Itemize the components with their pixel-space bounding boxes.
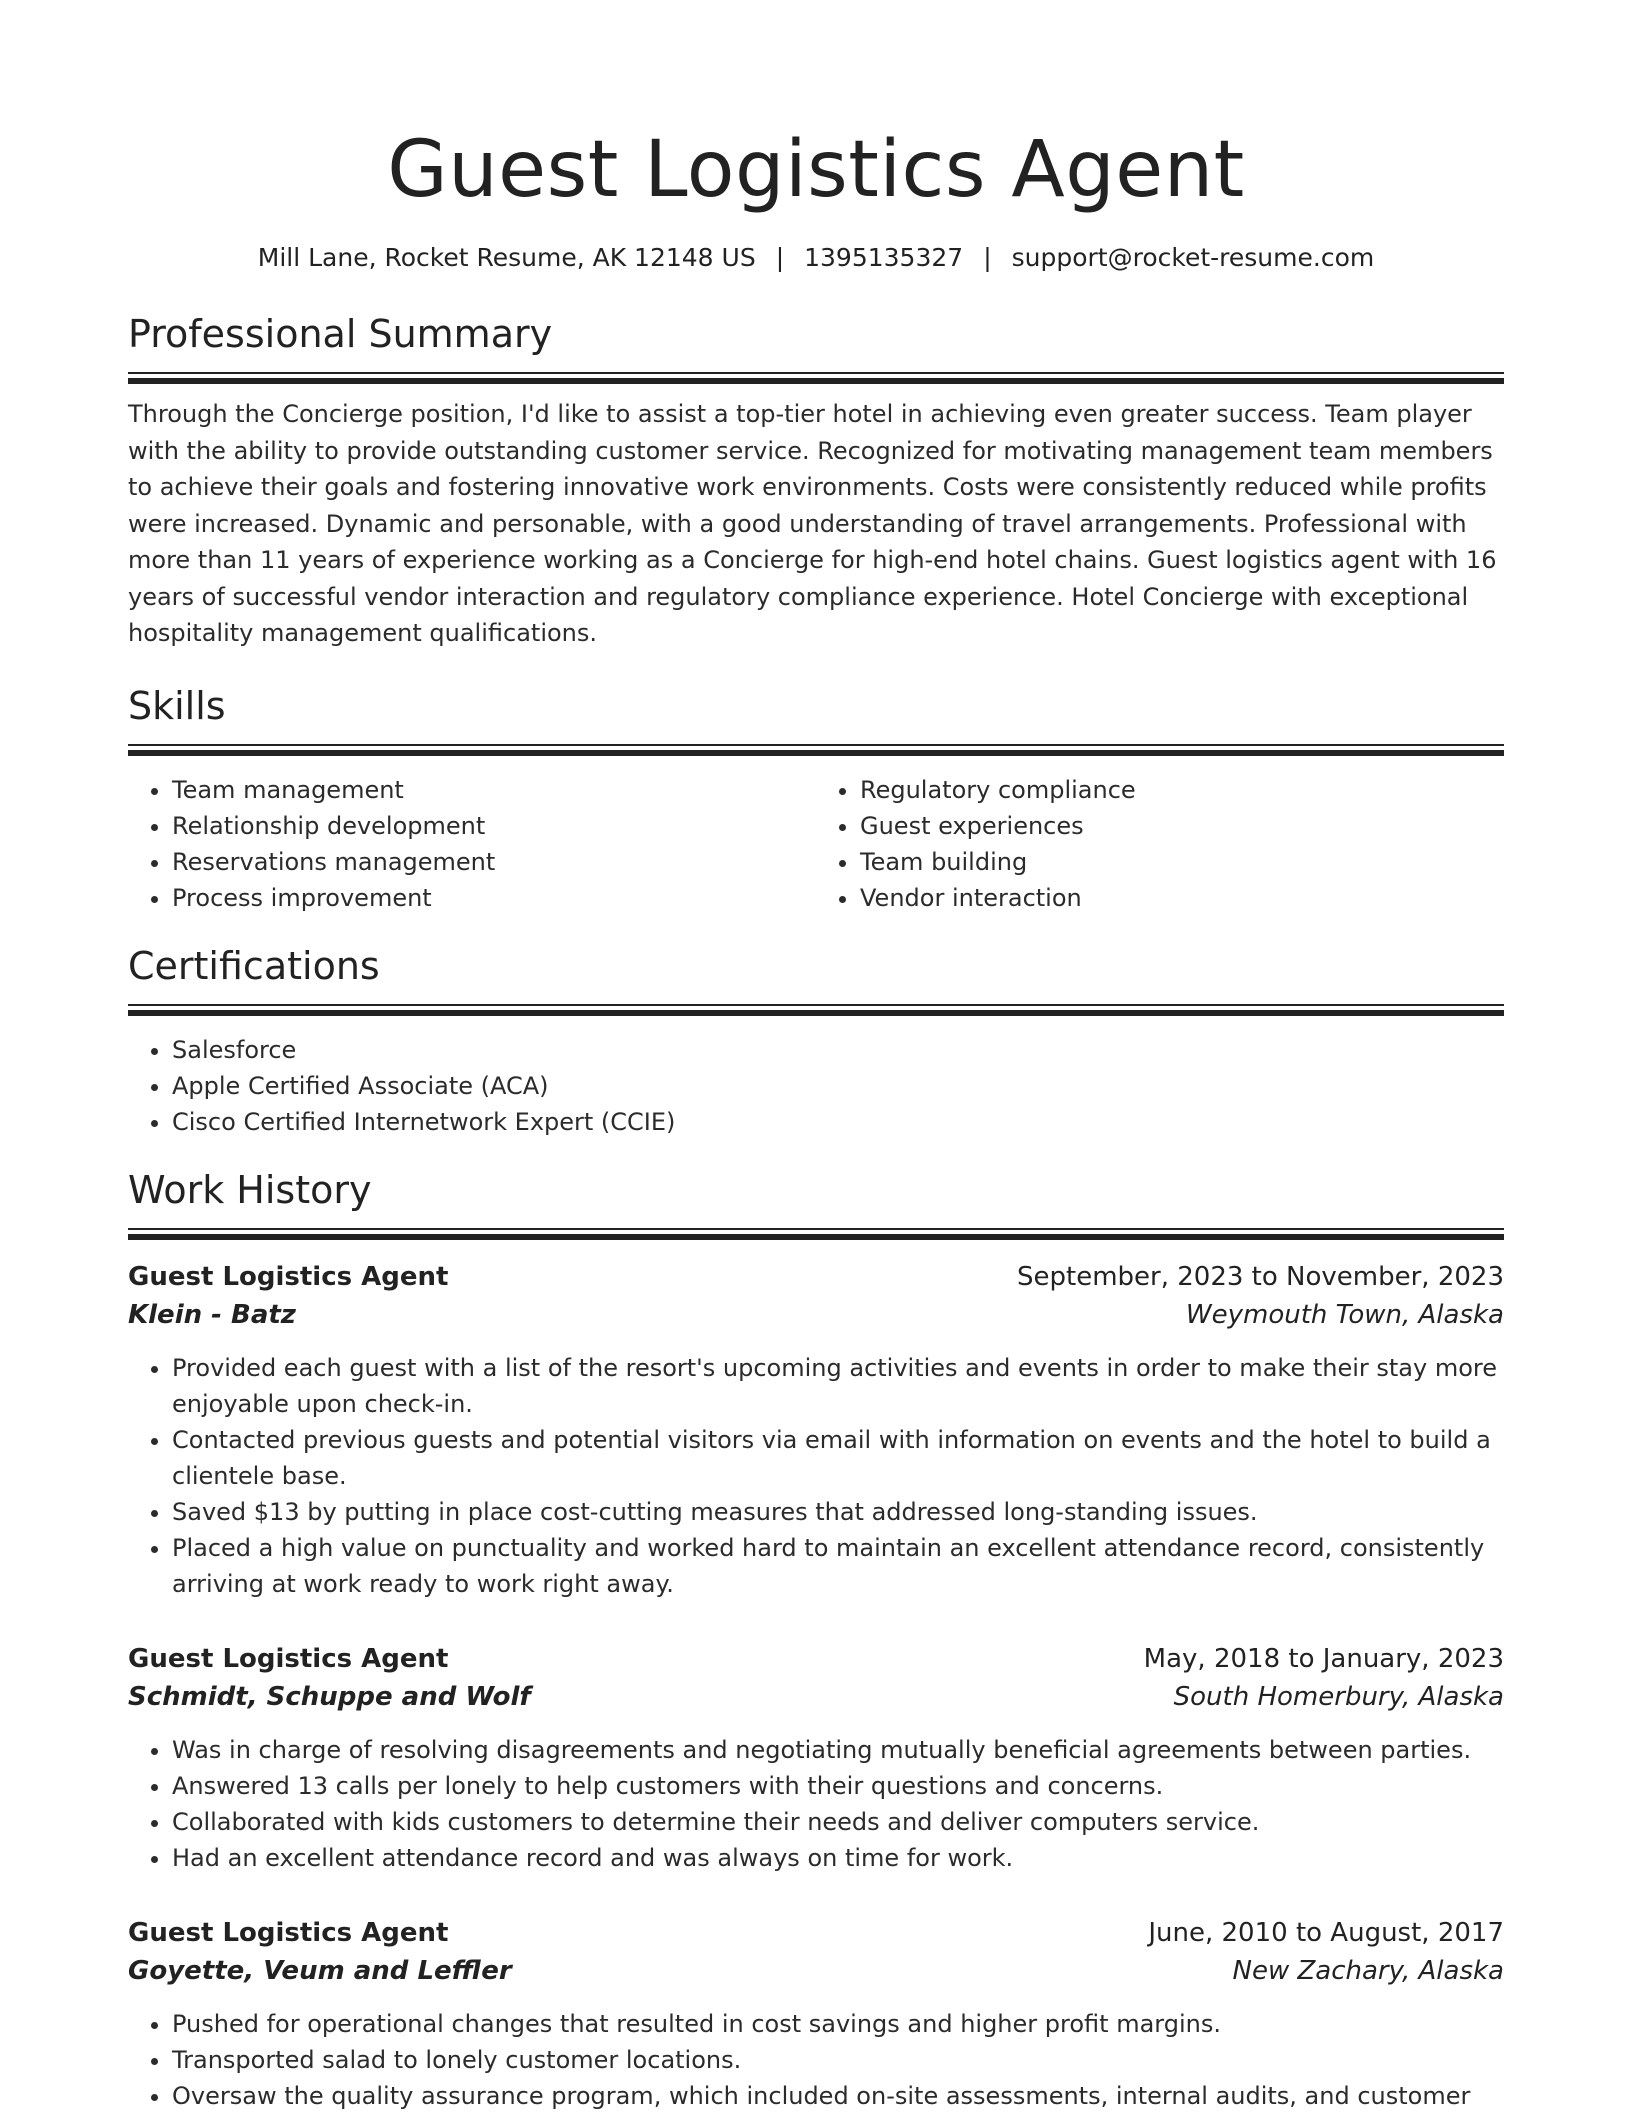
job-bullet: • Provided each guest with a list of the resort's upcoming activities and events in order to make their stay more enjoyable upon check-in. xyxy=(172,1350,1504,1422)
skills-grid xyxy=(128,772,1504,916)
job-header-row xyxy=(128,1258,1504,1296)
job-subheader-row xyxy=(128,1952,1504,1990)
section-title-certifications: Certifications xyxy=(128,943,380,988)
section-divider xyxy=(128,1228,1504,1240)
job-bullet: • Answered 13 calls per lonely to help customers with their questions and concerns. xyxy=(172,1768,1504,1804)
certification-item: • Cisco Certified Internetwork Expert (CCIE) xyxy=(172,1104,1504,1140)
job-bullet: • Oversaw the quality assurance program, which included on-site assessments, internal audits, and customer xyxy=(172,2078,1504,2114)
job-entry xyxy=(128,1914,1504,2114)
skill-item: • Reservations management xyxy=(172,844,816,880)
job-bullets xyxy=(128,1732,1504,1876)
resume-name: Guest Logistics Agent xyxy=(387,125,1245,215)
job-title: Guest Logistics Agent xyxy=(128,1643,449,1674)
section-divider xyxy=(128,1004,1504,1016)
skill-item: • Team building xyxy=(860,844,1504,880)
contact-separator: | xyxy=(775,243,785,272)
skill-item: • Team management xyxy=(172,772,816,808)
job-company: Schmidt, Schuppe and Wolf xyxy=(128,1681,531,1712)
job-location: Weymouth Town, Alaska xyxy=(1185,1299,1504,1330)
contact-phone: 1395135327 xyxy=(804,243,964,272)
contact-address: Mill Lane, Rocket Resume, AK 12148 US xyxy=(257,243,756,272)
job-bullet: • Pushed for operational changes that resulted in cost savings and higher profit margins. xyxy=(172,2006,1504,2042)
job-subheader-row xyxy=(128,1296,1504,1334)
skill-item: • Regulatory compliance xyxy=(860,772,1504,808)
job-bullet: • Was in charge of resolving disagreements and negotiating mutually beneficial agreements between parties. xyxy=(172,1732,1504,1768)
job-title: Guest Logistics Agent xyxy=(128,1917,449,1948)
section-title-work-history: Work History xyxy=(128,1167,372,1212)
skills-list-left xyxy=(128,772,816,916)
skill-item: • Relationship development xyxy=(172,808,816,844)
skills-section xyxy=(128,682,1504,916)
job-bullets xyxy=(128,2006,1504,2114)
job-header-row xyxy=(128,1914,1504,1952)
certification-item: • Salesforce xyxy=(172,1032,1504,1068)
contact-separator: | xyxy=(983,243,992,272)
certifications-section xyxy=(128,942,1504,1140)
section-title-summary: Professional Summary xyxy=(128,312,553,356)
job-bullet: • Placed a high value on punctuality and worked hard to maintain an excellent attendance record, consistently arriving at work ready to work right away. xyxy=(172,1530,1504,1602)
contact-email: support@rocket-resume.com xyxy=(1011,243,1375,272)
job-bullet: • Saved $13 by putting in place cost-cutting measures that addressed long-standing issues. xyxy=(172,1494,1504,1530)
job-location: New Zachary, Alaska xyxy=(1232,1955,1504,1986)
section-divider xyxy=(128,372,1504,384)
summary-section xyxy=(128,310,1504,652)
section-title-skills: Skills xyxy=(128,683,226,728)
certifications-list xyxy=(128,1032,1504,1140)
job-dates: September, 2023 to November, 2023 xyxy=(1017,1261,1504,1292)
summary-text: Through the Concierge position, I'd like to assist a top-tier hotel in achieving even greater success. Team player with the ability to provide outstanding customer service. Recognized for motivating management team members to achieve their goals and fostering innovative work environments. Costs were consistently reduced while profits were increased. Dynamic and personable, with a good understanding of travel arrangements. Professional with more than 11 years of experience working as a Concierge for high-end hotel chains. Guest logistics agent with 16 years of successful vendor interaction and regulatory compliance experience. Hotel Concierge with exceptional hospitality management qualifications. xyxy=(128,400,1497,647)
job-entry xyxy=(128,1258,1504,1602)
contact-line xyxy=(128,242,1504,274)
skill-item: • Process improvement xyxy=(172,880,816,916)
skill-item: • Guest experiences xyxy=(860,808,1504,844)
work-history-section xyxy=(128,1166,1504,2114)
job-bullet: • Contacted previous guests and potential visitors via email with information on events and the hotel to build a clientele base. xyxy=(172,1422,1504,1494)
job-bullet: • Had an excellent attendance record and was always on time for work. xyxy=(172,1840,1504,1876)
job-entry xyxy=(128,1640,1504,1876)
job-dates: May, 2018 to January, 2023 xyxy=(1143,1643,1504,1674)
job-bullets xyxy=(128,1350,1504,1602)
skills-list-right xyxy=(816,772,1504,916)
job-title: Guest Logistics Agent xyxy=(128,1261,449,1292)
job-bullet: • Transported salad to lonely customer locations. xyxy=(172,2042,1504,2078)
job-company: Goyette, Veum and Leffler xyxy=(128,1955,512,1986)
job-location: South Homerbury, Alaska xyxy=(1173,1681,1504,1712)
job-dates: June, 2010 to August, 2017 xyxy=(1148,1917,1504,1948)
job-header-row xyxy=(128,1640,1504,1678)
job-subheader-row xyxy=(128,1678,1504,1716)
job-company: Klein - Batz xyxy=(128,1299,296,1330)
skill-item: • Vendor interaction xyxy=(860,880,1504,916)
section-divider xyxy=(128,744,1504,756)
certification-item: • Apple Certified Associate (ACA) xyxy=(172,1068,1504,1104)
job-bullet: • Collaborated with kids customers to determine their needs and deliver computers service. xyxy=(172,1804,1504,1840)
